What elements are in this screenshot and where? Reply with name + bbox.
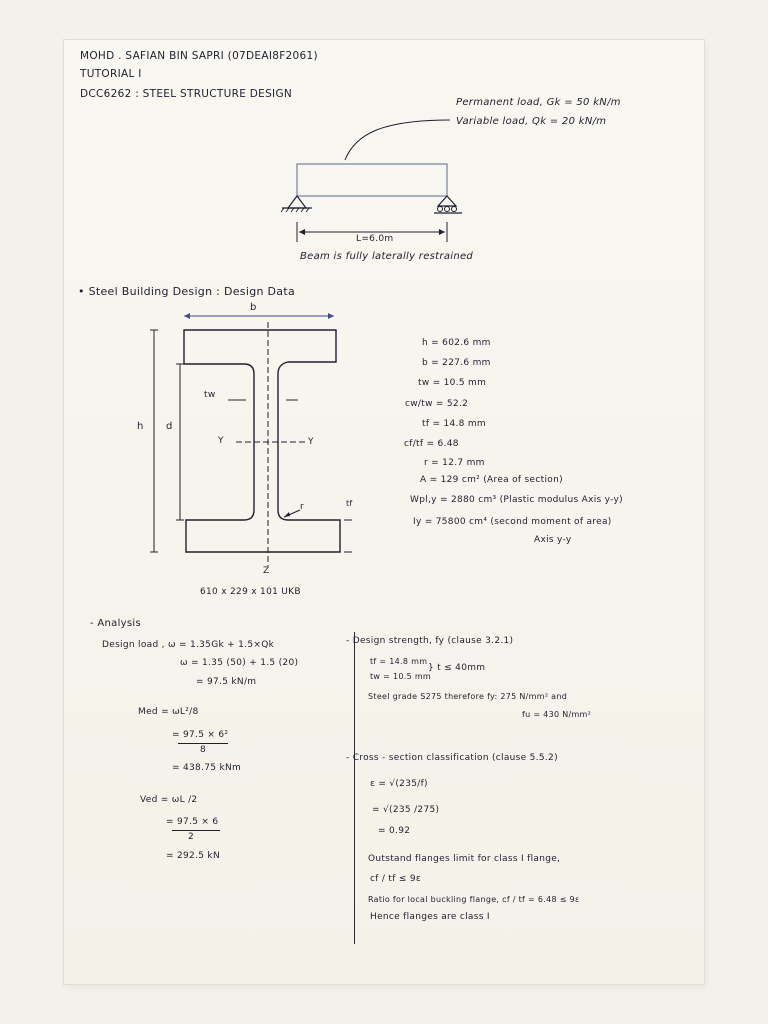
epsilon-result: = 0.92 bbox=[378, 826, 411, 836]
label-y-right: Y bbox=[308, 437, 314, 447]
prop-iy-axis: Axis y-y bbox=[534, 535, 572, 545]
epsilon-formula: ε = √(235/f) bbox=[370, 779, 428, 789]
permanent-load-label: Permanent load, Gk = 50 kN/m bbox=[456, 97, 621, 108]
prop-cw-tw: cw/tw = 52.2 bbox=[405, 399, 469, 409]
design-load-sub: ω = 1.35 (50) + 1.5 (20) bbox=[180, 658, 299, 668]
restraint-note: Beam is fully laterally restrained bbox=[300, 251, 474, 262]
prop-cf-tf: cf/tf = 6.48 bbox=[404, 439, 459, 449]
ultimate-strength: fu = 430 N/mm² bbox=[522, 710, 592, 719]
design-strength-heading: - Design strength, fy (clause 3.2.1) bbox=[346, 636, 514, 646]
tutorial-title: TUTORIAL I bbox=[80, 68, 142, 80]
thickness-limit: } t ≤ 40mm bbox=[428, 663, 486, 673]
prop-r: r = 12.7 mm bbox=[424, 458, 485, 468]
flange-class-conclusion: Hence flanges are class I bbox=[370, 912, 490, 922]
prop-area: A = 129 cm² (Area of section) bbox=[420, 475, 563, 485]
class1-limit: cf / tf ≤ 9ε bbox=[370, 874, 422, 884]
med-denominator: 8 bbox=[200, 745, 207, 755]
analysis-heading: - Analysis bbox=[90, 618, 141, 629]
strength-tf: tf = 14.8 mm bbox=[370, 657, 428, 666]
med-fraction-bar bbox=[178, 743, 228, 744]
prop-iy: Iy = 75800 cm⁴ (second moment of area) bbox=[413, 517, 612, 527]
design-data-heading: • Steel Building Design : Design Data bbox=[78, 285, 296, 298]
label-tf: tf bbox=[346, 499, 353, 508]
epsilon-sub: = √(235 /275) bbox=[372, 805, 440, 815]
outstand-limit-text: Outstand flanges limit for class I flange, bbox=[368, 854, 561, 864]
label-tw: tw bbox=[204, 390, 216, 400]
ved-numerator: = 97.5 × 6 bbox=[166, 817, 219, 827]
course-title: DCC6262 : STEEL STRUCTURE DESIGN bbox=[80, 88, 293, 100]
ved-result: = 292.5 kN bbox=[166, 851, 220, 861]
section-designation: 610 x 229 x 101 UKB bbox=[200, 587, 301, 597]
buckling-ratio: Ratio for local buckling flange, cf / tf = 6.48 ≤ 9ε bbox=[368, 895, 580, 904]
variable-load-label: Variable load, Qk = 20 kN/m bbox=[456, 116, 607, 127]
student-name: MOHD . SAFIAN BIN SAPRI (07DEAI8F2061) bbox=[80, 50, 318, 62]
steel-grade: Steel grade S275 therefore fy: 275 N/mm² and bbox=[368, 692, 568, 701]
design-load-result: = 97.5 kN/m bbox=[196, 677, 257, 687]
span-label: L=6.0m bbox=[356, 234, 394, 244]
strength-tw: tw = 10.5 mm bbox=[370, 672, 432, 681]
column-divider bbox=[354, 632, 355, 944]
design-load-formula: Design load , ω = 1.35Gk + 1.5×Qk bbox=[102, 640, 275, 650]
prop-b: b = 227.6 mm bbox=[422, 358, 491, 368]
label-d: d bbox=[166, 421, 173, 432]
label-y-left: Y bbox=[218, 436, 224, 446]
ved-fraction-bar bbox=[172, 830, 220, 831]
prop-h: h = 602.6 mm bbox=[422, 338, 491, 348]
med-formula: Med = ωL²/8 bbox=[138, 707, 199, 717]
med-result: = 438.75 kNm bbox=[172, 763, 242, 773]
label-b: b bbox=[250, 302, 257, 313]
label-r: r bbox=[300, 502, 305, 512]
ved-formula: Ved = ωL /2 bbox=[140, 795, 198, 805]
ved-denominator: 2 bbox=[188, 832, 195, 842]
prop-wpl: Wpl,y = 2880 cm³ (Plastic modulus Axis y-y) bbox=[410, 495, 623, 505]
classification-heading: - Cross - section classification (clause 5.5.2) bbox=[346, 753, 558, 763]
section-outline bbox=[184, 330, 340, 552]
med-numerator: = 97.5 × 6² bbox=[172, 730, 229, 740]
label-z: Z bbox=[263, 566, 270, 576]
prop-tw: tw = 10.5 mm bbox=[418, 378, 487, 388]
prop-tf: tf = 14.8 mm bbox=[422, 419, 486, 429]
label-h: h bbox=[137, 421, 144, 432]
